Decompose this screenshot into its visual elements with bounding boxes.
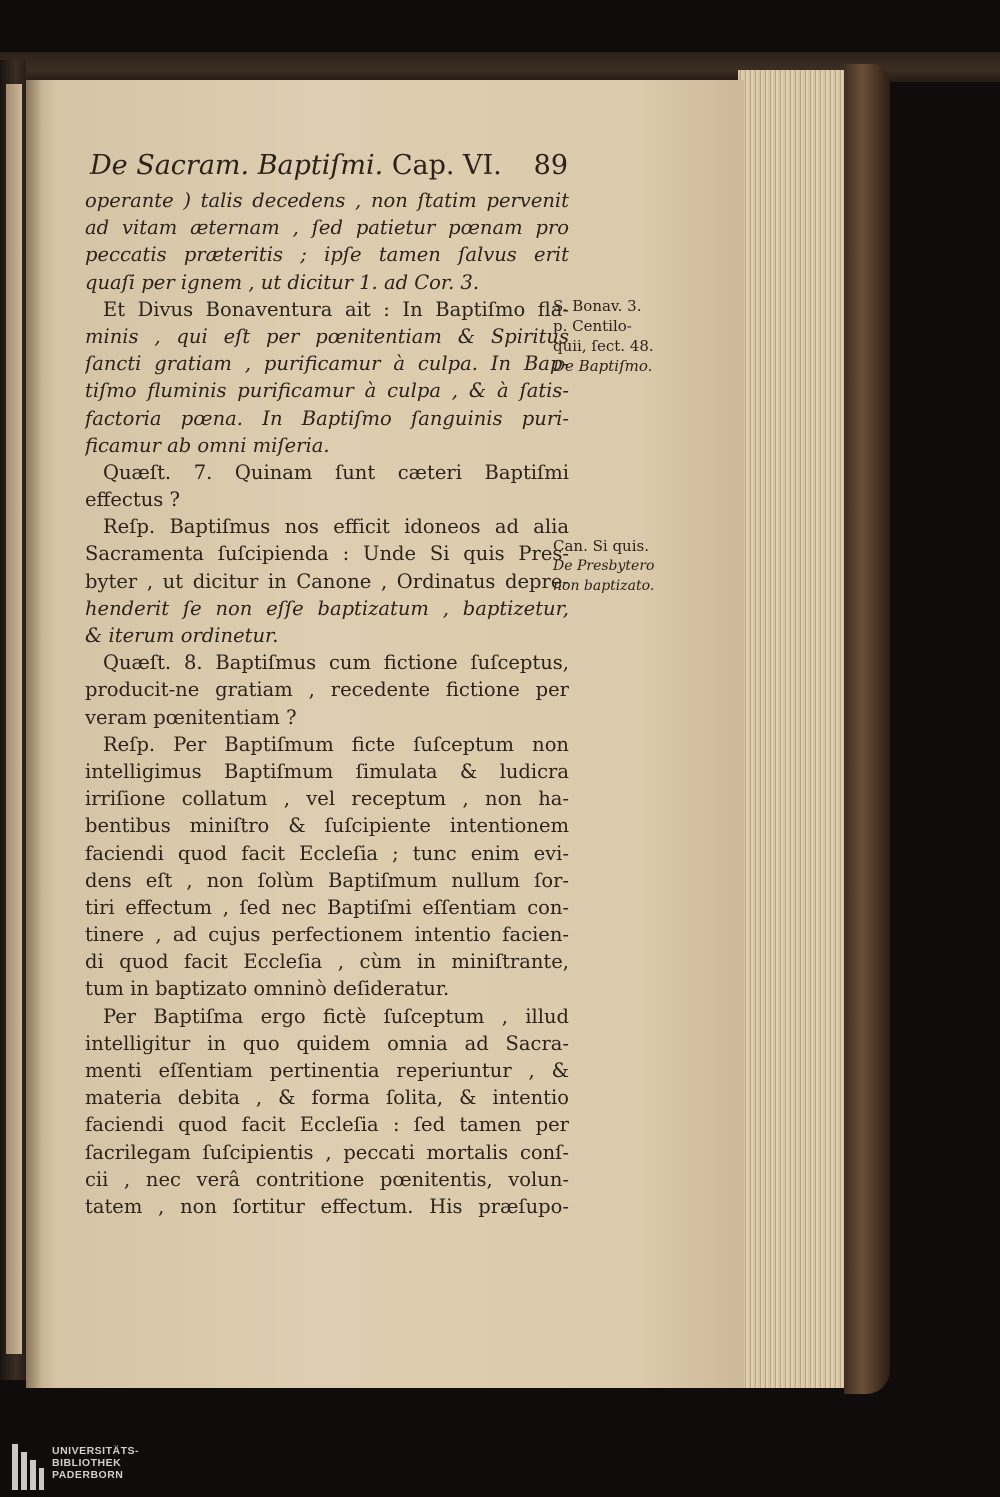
text-line: Quæſt. 8. Baptiſmus cum fictione ſuſceptus,: [103, 651, 569, 675]
library-logo: [12, 1444, 172, 1490]
logo-line-3: PADERBORN: [52, 1469, 124, 1481]
text-line: tiſmo fluminis purificamur à culpa , & à ſatis-: [85, 379, 569, 403]
library-logo-text: [52, 1445, 139, 1481]
text-line: veram pœnitentiam ?: [85, 705, 297, 729]
margin-note-bonaventura: [553, 296, 683, 376]
text-line: intelligitur in quo quidem omnia ad Sacra-: [85, 1031, 569, 1055]
text-line: tiri effectum , ſed nec Baptiſmi eſſentiam con-: [85, 895, 569, 919]
margin-note-line: non baptizato.: [553, 578, 655, 594]
text-line: tinere , ad cujus perfectionem intentio facien-: [85, 923, 569, 947]
page-block-edges: [738, 70, 844, 1388]
text-line: operante ) talis decedens , non ſtatim pervenit: [85, 189, 569, 212]
text-line: faciendi quod facit Eccleſia ; tunc enim evi-: [85, 841, 569, 865]
margin-note-line: De Baptiſmo.: [553, 357, 653, 375]
text-line: ſacrilegam ſuſcipientis , peccati mortalis conſ-: [85, 1140, 569, 1164]
text-line: effectus ?: [85, 488, 180, 512]
text-line: intelligimus Baptiſmum ſimulata & ludicra: [85, 759, 569, 783]
text-line: menti eſſentiam pertinentia reperiuntur , &: [85, 1059, 569, 1082]
page-number: 89: [533, 150, 568, 181]
text-line: Sacramenta ſuſcipienda : Unde Si quis Pres-: [85, 542, 569, 566]
text-line: cii , nec verâ contritione pœnitentis, volun-: [85, 1167, 569, 1191]
margin-note-line: De Presbytero: [553, 558, 655, 574]
book-page: [26, 80, 744, 1388]
text-line: peccatis præteritis ; ipſe tamen ſalvus erit: [85, 243, 569, 267]
logo-line-1: UNIVERSITÄTS-: [52, 1445, 140, 1457]
text-line: tum in baptizato omninò deſideratur.: [85, 977, 450, 1001]
text-line: Per Baptiſma ergo fictè ſuſceptum , illud: [103, 1004, 569, 1028]
margin-note-line: p. Centilo-: [553, 317, 632, 335]
margin-note-line: S. Bonav. 3.: [553, 297, 642, 315]
text-line: bentibus miniſtro & ſuſcipiente intentionem: [85, 814, 569, 838]
text-line: ad vitam æternam , ſed patietur pœnam pro: [85, 216, 569, 240]
text-line: Reſp. Baptiſmus nos efficit idoneos ad alia: [103, 515, 569, 539]
text-line: Quæſt. 7. Quinam ſunt cæteri Baptiſmi: [103, 460, 569, 484]
text-line: tatem , non ſortitur effectum. His præſupo-: [85, 1194, 569, 1218]
running-head-title: De Sacram. Baptiſmi.: [90, 150, 384, 181]
text-line: irriſione collatum , vel receptum , non ha-: [85, 787, 569, 811]
text-line: producit-ne gratiam , recedente fictione per: [85, 678, 569, 702]
facing-page-edge: [6, 84, 22, 1354]
running-head: [90, 150, 568, 181]
margin-note-canon: [553, 536, 683, 596]
gutter-shadow: [28, 80, 42, 1388]
library-logo-icon: [12, 1444, 44, 1490]
text-line: henderit ſe non eſſe baptizatum , baptizetur,: [85, 596, 569, 620]
text-line: Reſp. Per Baptiſmum ficte ſuſceptum non: [103, 732, 569, 756]
running-head-chapter: Cap. VI.: [391, 150, 502, 181]
text-line: di quod facit Eccleſia , cùm in miniſtrante,: [85, 950, 569, 974]
text-line: & iterum ordinetur.: [85, 624, 279, 647]
text-line: factoria pœna. In Baptiſmo ſanguinis puri-: [85, 406, 569, 430]
text-line: minis , qui eſt per pœnitentiam & Spiritus: [85, 324, 569, 348]
logo-line-2: BIBLIOTHEK: [52, 1457, 122, 1469]
text-line: dens eſt , non ſolùm Baptiſmum nullum ſor-: [85, 868, 569, 892]
margin-note-line: quii, ſect. 48.: [553, 337, 654, 355]
text-line: faciendi quod facit Eccleſia : ſed tamen per: [85, 1113, 569, 1137]
margin-note-line: Can. Si quis.: [553, 537, 649, 555]
text-line: Et Divus Bonaventura ait : In Baptiſmo fla-: [103, 297, 569, 321]
book-cover-right: [844, 64, 890, 1394]
body-text: [85, 187, 569, 1220]
text-line: materia debita , & forma ſolita, & intentio: [85, 1086, 569, 1110]
text-line: byter , ut dicitur in Canone , Ordinatus depre-: [85, 569, 569, 593]
text-line: quaſi per ignem , ut dicitur 1. ad Cor. 3.: [85, 270, 480, 294]
text-line: ſancti gratiam , purificamur à culpa. In Bap-: [85, 352, 569, 376]
text-line: ficamur ab omni miſeria.: [85, 433, 330, 457]
